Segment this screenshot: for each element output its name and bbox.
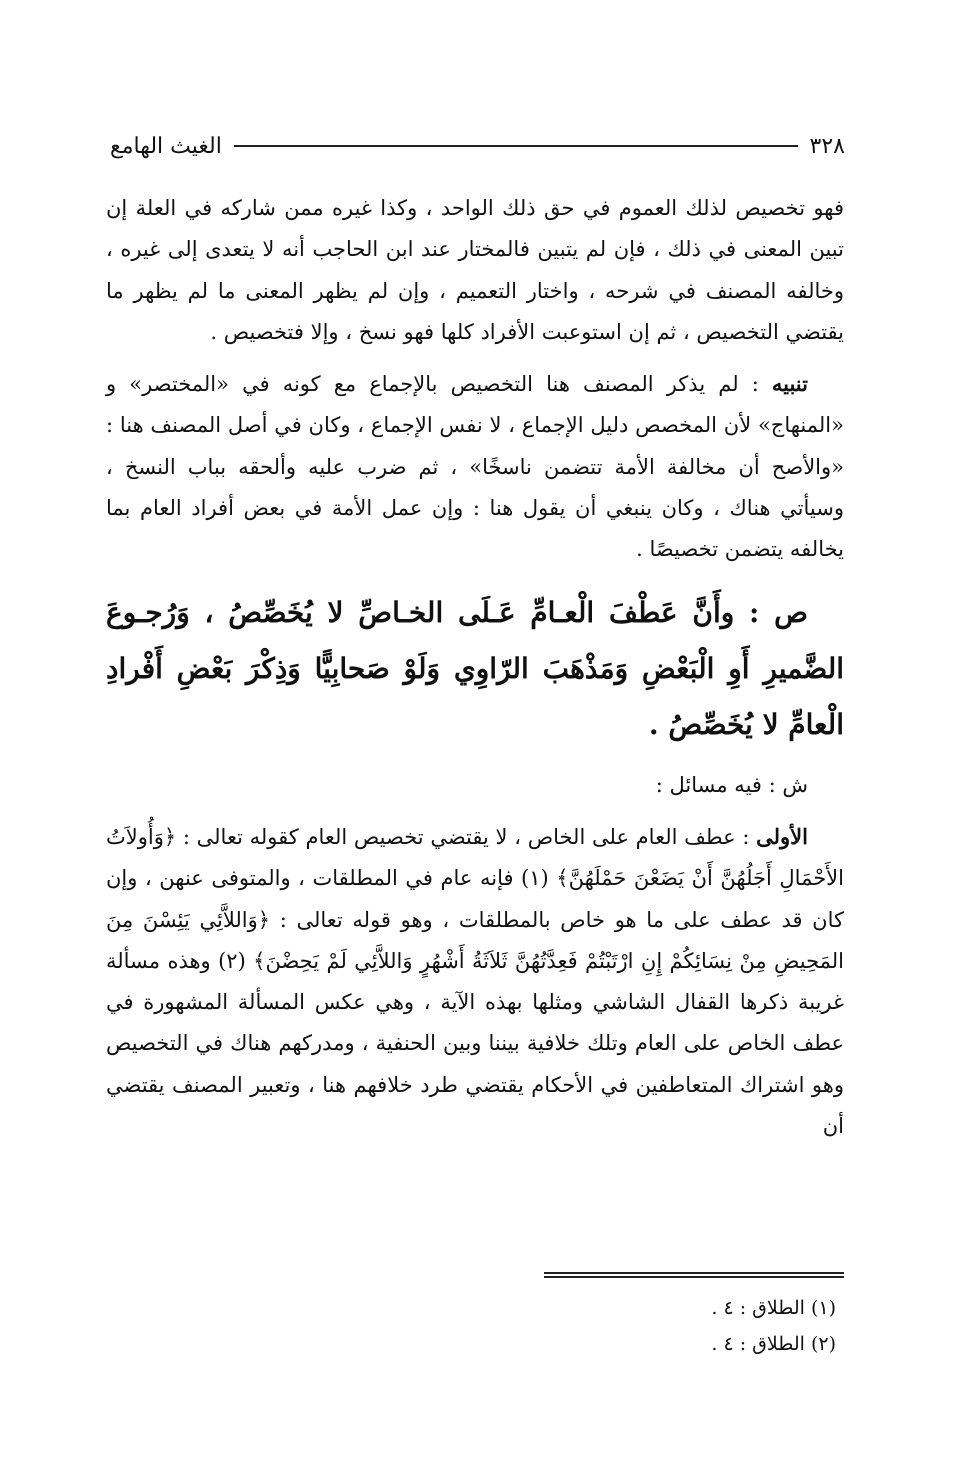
running-header: [110, 126, 845, 166]
footnote-rule: [544, 1272, 844, 1274]
body-text: [106, 188, 844, 1147]
footnote-area: [106, 1272, 844, 1362]
footnote-rule: [544, 1276, 844, 1278]
book-title: الغيث الهامع: [110, 133, 222, 159]
footnote: (١) الطلاق : ٤ .: [711, 1297, 836, 1319]
first-issue-lead-word: الأولى: [756, 823, 808, 849]
sharh-intro: ش : فيه مسائل :: [655, 772, 808, 797]
footnote: (٢) الطلاق : ٤ .: [711, 1333, 836, 1355]
note-text: : لم يذكر المصنف هنا التخصيص بالإجماع مع كونه في «المختصر» و «المنهاج» لأن المخصص دليل الإجماع ، لا نفس الإجماع ، وكان في أصل المصنف هنا : «والأصح أن مخالفة الأمة تتضمن ناسخًا» ، ثم ضرب عليه وألحقه بباب النسخ ، وسيأتي هناك ، وكان ينبغي أن يقول هنا : وإن عمل الأمة في بعض أفراد العام بما يخالفه يتضمن تخصيصًا .: [106, 372, 844, 562]
paragraph-note: [106, 363, 844, 570]
page-number: ٣٢٨: [809, 133, 845, 159]
paragraph-first-issue: [106, 816, 844, 1147]
header-rule: [234, 145, 798, 147]
first-issue-text: : عطف العام على الخاص ، لا يقتضي تخصيص العام كقوله تعالى : ﴿وَأُولاَتُ الأَحْمَالِ أَجَلُهُنَّ أَنْ يَضَعْنَ حَمْلَهُنَّ﴾ (١) فإنه عام في المطلقات ، والمتوفى عنهن ، وإن كان قد عطف على ما هو خاص بالمطلقات ، وهو قوله تعالى : ﴿وَاللاَّئِي يَئِسْنَ مِنَ المَحِيضِ مِنْ نِسَائِكُمْ إِنِ ارْتَبْتُمْ فَعِدَّتُهُنَّ ثَلاَثَةُ أَشْهُرٍ وَاللاَّئِي لَمْ يَحِضْنَ﴾ (٢) وهذه مسألة غريبة ذكرها القفال الشاشي ومثلها بهذه الآية ، وهي عكس المسألة المشهورة في عطف الخاص على العام وتلك خلافية بيننا وبين الحنفية ، ومدركهم هناك في التخصيص وهو اشتراك المتعاطفين في الأحكام يقتضي طرد خلافهم هنا ، وتعبير المصنف يقتضي أن: [106, 824, 844, 1139]
note-lead-word: تنبيه: [771, 371, 808, 397]
matn-text: ص : وأَنَّ عَطْفَ الْعـامِّ عَـلَى الخـاصِّ لا يُخَصِّصُ ، وَرُجـوعَ الضَّميرِ أَوِ الْبَعْضِ وَمَذْهَبَ الرّاوِي وَلَوْ صَحابِيًّا وَذِكْرَ بَعْضِ أَفْرادِ الْعامِّ لا يُخَصِّصُ .: [106, 595, 844, 741]
paragraph-continuation: فهو تخصيص لذلك العموم في حق ذلك الواحد ، وكذا غيره ممن شاركه في العلة إن تبين المعنى في ذلك ، فإن لم يتبين فالمختار عند ابن الحاجب أنه لا يتعدى إلى غيره ، وخالفه المصنف في شرحه ، واختار التعميم ، وإن لم يظهر المعنى ما لم يظهر ما يقتضي التخصيص ، ثم إن استوعبت الأفراد كلها فهو نسخ ، وإلا فتخصيص .: [106, 196, 844, 344]
